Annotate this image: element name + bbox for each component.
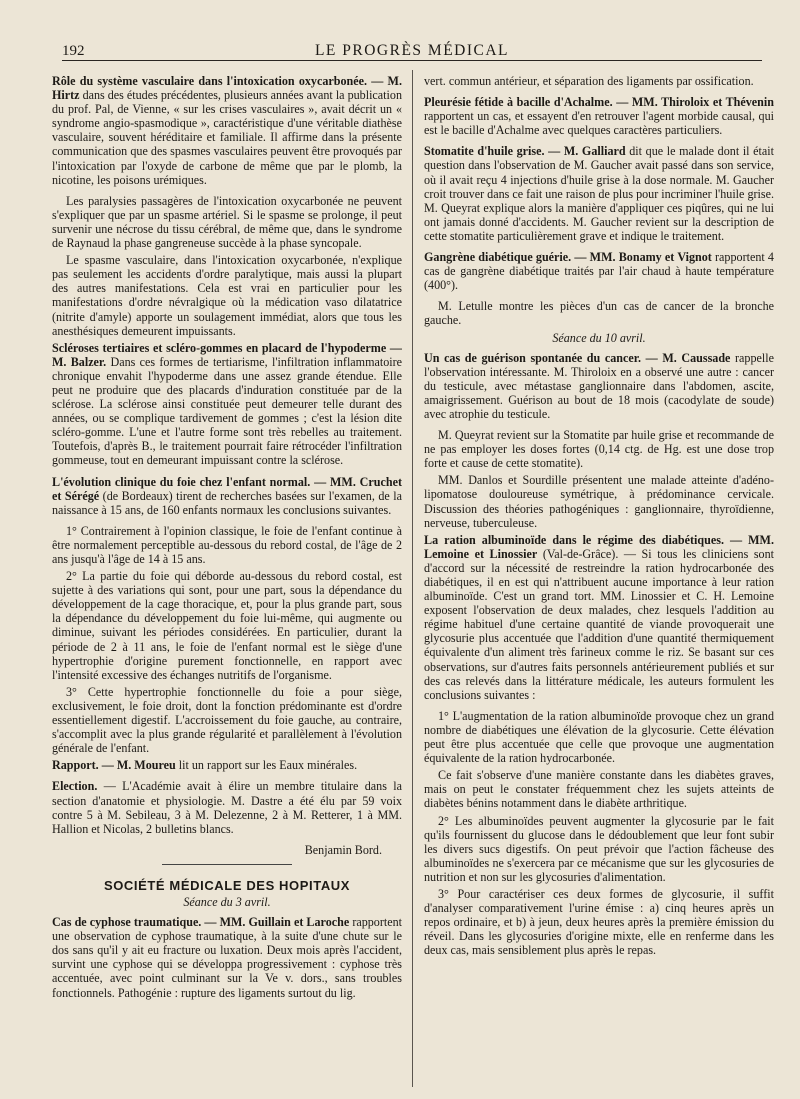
paragraph: 1° L'augmentation de la ration albuminoïde provoque chez un grand nombre de diabétiques une élévation de la glycosurie. Cette élévation peut être plus accentuée que celle que provoque une augmentation équivalente de la ration hydrocarbonée.: [424, 708, 774, 766]
article-heading: Stomatite d'huile grise. — M. Galliard: [424, 144, 626, 159]
article-gangrene: [424, 250, 774, 292]
article-pleuresie: [424, 95, 774, 137]
article-text: (Val-de-Grâce). — Si tous les cliniciens sont d'accord sur la nécessité de restreindre la ration hydrocarbonée des diabétiques, il en est qui n'attribuent aucune importance à leur ration albuminoïde. C'est un grand tort. MM. Linossier et C. H. Lemoine exposent l'observation de deux malades, chez lesquels l'addition au régime habituel d'une certaine quantité de viande provoquerait une glycosurie plus accentuée que l'addition d'une quantité thermiquement équivalente d'un aliment très farineux comme le riz. Se basant sur ces observations, sur d'autres faits personnels antérieurement publiés et sur des cas relevés dans la littérature médicale, les auteurs formulent les conclusions suivantes :: [424, 546, 774, 702]
paragraph: 2° Les albuminoïdes peuvent augmenter la glycosurie par le fait qu'ils fournissent du glucose dans le dédoublement que leur font subir les divers sucs digestifs. On peut prévoir que l'action fâcheuse des albuminoïdes ne s'exercera par ce mécanisme que sur les glycosuries de nutrition et non sur les glycosuries d'alimentation.: [424, 813, 774, 884]
paragraph: vert. commun antérieur, et séparation des ligaments par ossification.: [424, 74, 754, 88]
section-title: SOCIÉTÉ MÉDICALE DES HOPITAUX: [103, 877, 351, 893]
article-heading: Un cas de guérison spontanée du cancer. — M. Caussade: [424, 350, 731, 365]
page-header: [62, 34, 762, 61]
page-number: 192: [62, 43, 85, 59]
article-heading: Pleurésie fétide à bacille d'Achalme. — MM. Thiroloix et Thévenin: [424, 95, 774, 110]
paragraph: M. Letulle montre les pièces d'un cas de cancer de la bronche gauche.: [424, 299, 774, 328]
article-text: rapportent une observation de cyphose traumatique, à la suite d'une chute sur le dos sans qu'il y ait eu fracture ou luxation. Deux mois après l'accident, survint une cyphose qui se développa progressivement : cyphose très accentuée, avec point culminant sur la Ve v. dors., sans troubles fonctionnels. Pathogénie : rupture des ligaments surtout du lig.: [52, 915, 402, 1000]
article-heading: La ration albuminoïde dans le régime des diabétiques. — MM. Lemoine et Linossier: [424, 532, 774, 561]
article-heading: L'évolution clinique du foie chez l'enfant normal. — MM. Cruchet et Sérégé: [52, 474, 402, 503]
article-election: [52, 779, 402, 835]
paragraph: M. Queyrat revient sur la Stomatite par huile grise et recommande de ne pas employer les doses fortes (0,14 ctg. de Hg. est une dose trop forte et cause de cette stomatite).: [424, 428, 774, 471]
left-column: [52, 74, 402, 1085]
paragraph: Le spasme vasculaire, dans l'intoxication oxycarbonée, n'explique pas seulement les accidents d'ordre paralytique, mais aussi la plupart des autres manifestations. Cela est vrai en particulier pour les manifestations d'ordre névralgique où la médication vaso dilatatrice (nitrite d'amyle) apporte un soulagement immédiat, alors que tous les anesthésiques demeurent impuissants.: [52, 253, 402, 338]
article-albuminoide: [424, 533, 774, 702]
article-scleroses: [52, 341, 402, 468]
article-text: dit que le malade dont il était question dans l'observation de M. Gaucher avait passé dans son service, où il avait reçu 4 injections d'huile grise à la dose normale. M. Gaucher croit trouver dans ce fait une raison de plus pour incriminer l'huile grise. M. Queyrat explique alors la manière d'appliquer ces piqûres, qui ne lui ont jamais donné d'accidents. M. Gaucher revient sur la description de cette stomatite particulièrement grave et indique le traitement.: [424, 144, 774, 243]
paragraph: 3° Pour caractériser ces deux formes de glycosurie, il suffit d'analyser comparativement l'urine émise : a) cinq heures après un repos ordinaire, et b) à jeun, deux heures après la première émission du réveil. Dans les glycosuries d'origine mixte, elle en renferme dans les deux cas, mais sensiblement plus après le repas.: [424, 886, 774, 958]
article-heading: Rôle du système vasculaire dans l'intoxication oxycarbonée. — M. Hirtz: [52, 74, 402, 103]
paragraph: Les paralysies passagères de l'intoxication oxycarbonée ne peuvent s'expliquer que par un spasme artériel. Si le spasme se prolonge, il peut survenir une nécrose du tissu cérébral, de même que, dans le syndrome de Raynaud la phase gangreneuse succède à la phase syncopale.: [52, 193, 402, 251]
journal-title: LE PROGRÈS MÉDICAL: [314, 42, 510, 59]
article-text: rappelle l'observation intéressante. M. Thiroloix en a observé une autre : cancer du testicule, avec métastase ganglionnaire dans l'abdomen, ascite, amaigrissement. Guérison au bout de 18 mois (cacodylate de soude) avec atrophie du testicule.: [424, 350, 774, 421]
article-text: Dans ces formes de tertiarisme, l'infiltration inflammatoire chronique envahit l'hypoderme dans une assez grande étendue. Elle peut ne produire que des placards d'induration constituée par de la sclérose. La sclérose ainsi constituée peut demeurer telle durant des années, ou se complique tardivement de gommes ; c'est la lésion dite scléro-gomme. L'une et l'autre forme sont très rebelles au traitement. Toutefois, d'après B., le traitement pourrait faire rétrocéder l'infiltration gommeuse, tout en demeurant impuissant contre la sclérose.: [52, 354, 402, 468]
article-heading: Gangrène diabétique guérie. — MM. Bonamy et Vignot: [424, 250, 712, 265]
right-column: [424, 74, 774, 1085]
signature: Benjamin Bord.: [304, 842, 382, 857]
article-heading: Scléroses tertiaires et scléro-gommes en placard de l'hypoderme — M. Balzer.: [52, 340, 402, 369]
article-text: rapportent un cas, et essayent d'en retrouver l'agent morbide causal, qui est le bacille d'Achalme avec quelques caractères particuliers.: [424, 109, 774, 138]
article-foie: [52, 475, 402, 517]
session-date: Séance du 10 avril.: [552, 330, 646, 345]
article-heading: Rapport. — M. Moureu: [52, 758, 176, 773]
article-vasculaire: [52, 74, 402, 187]
paragraph: MM. Danlos et Sourdille présentent une malade atteinte d'adéno-lipomatose douloureuse symétrique, à prédominance cervicale. Discussion des théories pathogéniques : ganglionnaire, thyroïdienne, nerveuse, tuberculeuse.: [424, 473, 774, 530]
article-stomatite: [424, 144, 774, 243]
session-date: Séance du 3 avril.: [183, 894, 271, 909]
paragraph: 2° La partie du foie qui déborde au-dessous du rebord costal, est sujette à des variations qui sont, pour une part, sous la dépendance du développement de la cage thoracique, et, pour la plus grande part, sous la dépendance du développement du foie lui-même, qui augmente ou diminue, suivant les périodes considérées. En particulier, durant la période de 2 à 11 ans, le foie de l'enfant normal est le siège d'une hypertrophie d'origine purement fonctionnelle, en rapport avec l'intensité excessive des échanges nutritifs de l'organisme.: [52, 569, 402, 682]
section-separator: [162, 864, 292, 865]
article-cyphose: [52, 915, 402, 1000]
article-text: — L'Académie avait à élire un membre titulaire dans la section d'anatomie et physiologie. M. Dastre a été élu par 59 voix contre 5 à M. Sebileau, 3 à M. Delezenne, 2 à M. Retterer, 1 à MM. Hallion et Nicolas, 2 bulletins blancs.: [52, 779, 402, 836]
article-text: (de Bordeaux) tirent de recherches basées sur l'examen, de la naissance à 15 ans, de 160 enfants normaux les conclusions suivantes.: [52, 488, 402, 517]
article-heading: Cas de cyphose traumatique. — MM. Guillain et Laroche: [52, 915, 350, 930]
paragraph: 1° Contrairement à l'opinion classique, le foie de l'enfant continue à être normalement perceptible au-dessous du rebord costal, de l'âge de 2 ans jusqu'à l'âge de 14 à 15 ans.: [52, 523, 402, 566]
article-text: rapportent 4 cas de gangrène diabétique traités par l'air chaud à haute température (400°).: [424, 250, 774, 293]
paragraph: 3° Cette hypertrophie fonctionnelle du foie a pour siège, exclusivement, le foie droit, dont la fonction prédominante est d'ordre essentiellement digestif. L'accroissement du foie gauche, au contraire, s'accomplit avec la plus grande régularité et parallèlement à l'évolution générale de l'enfant.: [52, 684, 402, 756]
paragraph: Ce fait s'observe d'une manière constante dans les diabètes graves, mais on peut le constater fréquemment chez les sujets atteints de diabètes bénins notamment dans le diabète arthritique.: [424, 768, 774, 811]
article-cancer: [424, 351, 774, 421]
article-heading: Election.: [52, 779, 98, 794]
article-rapport: [52, 758, 402, 772]
column-divider: [412, 70, 413, 1087]
article-text: lit un rapport sur les Eaux minérales.: [178, 758, 358, 773]
article-text: dans des études précédentes, plusieurs années avant la publication du prof. Pal, de Vienne, « sur les crises vasculaires », avait décrit un « syndrome angio-spasmodique », caractéristique d'une véritable diathèse vasculaire, souvent héréditaire et familiale. Il affirme dans la présente communication que des spasmes vasculaires peuvent être provoqués par l'intoxication par l'oxyde de carbone de même que par le plomb, la nicotine, les poisons urémiques.: [52, 88, 402, 187]
